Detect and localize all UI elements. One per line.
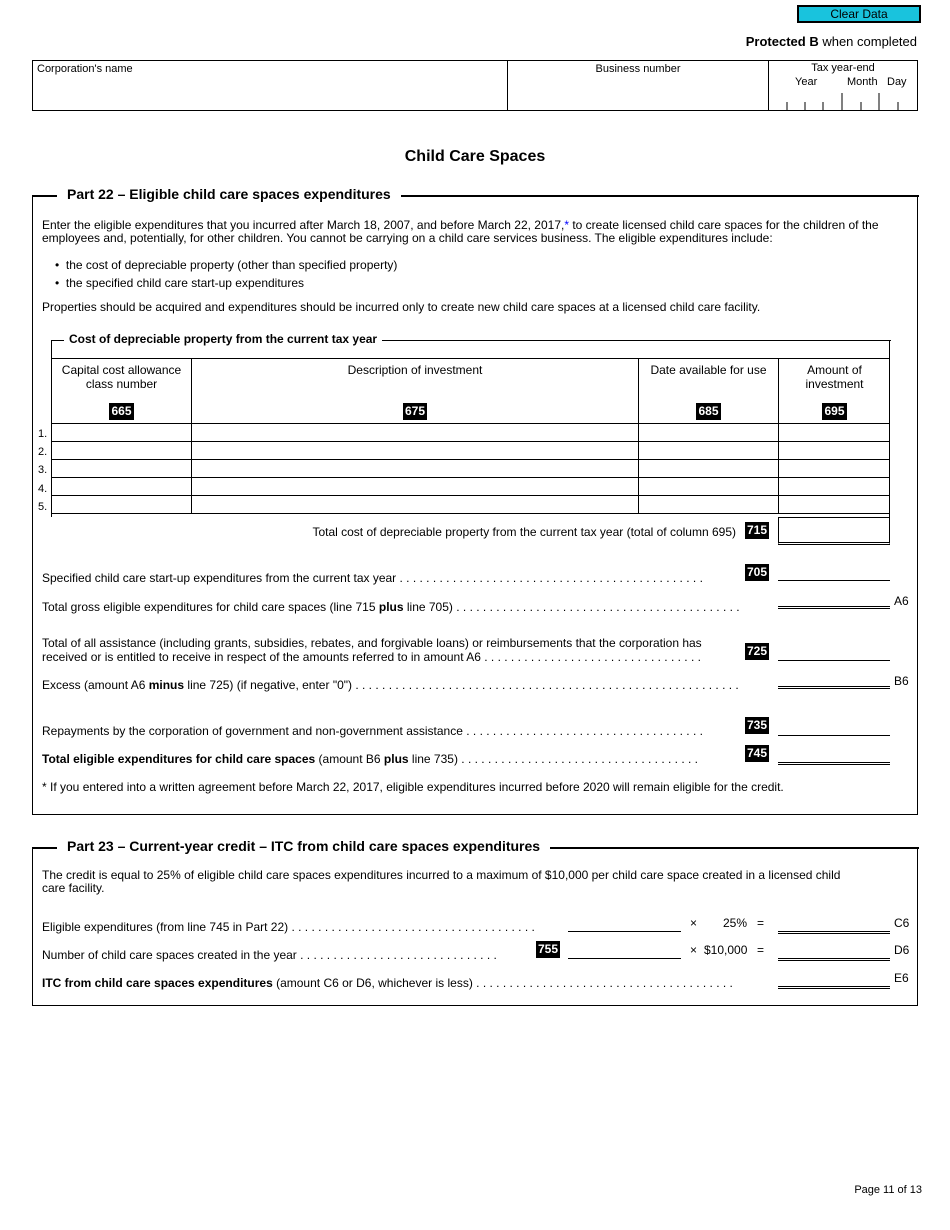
letter-d6: D6 <box>894 943 910 957</box>
part-23-heading: Part 23 – Current-year credit – ITC from child care spaces expenditures <box>57 838 550 854</box>
excess-label: Excess (amount A6 minus line 725) (if negative, enter "0") . . . . . . . . . . . . . . . . . . . . . . . . . . . . . . . . . . . . . . . . . . . . . . . . . . . . . . . . . . <box>42 678 739 692</box>
letter-b6: B6 <box>894 674 909 688</box>
excess-field[interactable] <box>778 686 890 689</box>
assistance-label-line1: Total of all assistance (including grants, subsidies, rebates, and forgivable loans) or reimbursements that the corporation has <box>42 636 702 650</box>
multiply-sign: × <box>690 916 698 930</box>
spaces-created-input[interactable] <box>568 958 681 959</box>
corporation-name-label: Corporation's name <box>37 63 133 75</box>
cca-class-cell[interactable] <box>52 424 192 442</box>
description-cell[interactable] <box>192 496 639 514</box>
column-header-cca-class: Capital cost allowance class number 665 <box>61 363 182 418</box>
total-cost-field[interactable] <box>778 517 890 545</box>
tax-year-end-field[interactable] <box>769 61 917 110</box>
gross-eligible-label: Total gross eligible expenditures for child care spaces (line 715 plus line 705) . . . . . . . . . . . . . . . . . . . . . . . . . . . . . . . . . . . . . . . . . . . <box>42 600 740 614</box>
day-label: Day <box>887 76 907 88</box>
table-row <box>52 496 890 514</box>
investment-table <box>51 423 890 514</box>
footnote: * If you entered into a written agreement before March 22, 2017, eligible expenditures incurred before 2020 will remain eligible for the credit. <box>42 780 784 794</box>
corporation-name-field[interactable] <box>33 61 508 110</box>
total-cost-label: Total cost of depreciable property from the current tax year (total of column 695) <box>312 525 736 539</box>
date-cell[interactable] <box>639 442 779 460</box>
identification-box <box>32 60 918 111</box>
date-cell[interactable] <box>639 478 779 496</box>
assistance-field[interactable] <box>778 660 890 661</box>
row-number: 4. <box>38 483 48 495</box>
amount-cell[interactable] <box>779 460 890 478</box>
part-23-section <box>32 838 918 1006</box>
part-22-section <box>32 186 918 815</box>
column-header-date: Date available for use 685 <box>650 363 767 418</box>
table-row <box>52 424 890 442</box>
code-745: 745 <box>747 746 768 760</box>
rate-10000: $10,000 <box>704 943 748 957</box>
equals-sign: = <box>757 943 765 957</box>
code-755: 755 <box>538 942 559 956</box>
eligible-expenditures-label: Eligible expenditures (from line 745 in Part 22) . . . . . . . . . . . . . . . . . . . . . . . . . . . . . . . . . . . . . <box>42 920 535 934</box>
spaces-created-label: Number of child care spaces created in the year . . . . . . . . . . . . . . . . . . . . . . . . . . . . . . <box>42 948 497 962</box>
page-number: Page 11 of 13 <box>854 1184 922 1196</box>
amount-e6-field[interactable] <box>778 986 890 989</box>
page-title: Child Care Spaces <box>404 148 546 165</box>
properties-note: Properties should be acquired and expenditures should be incurred only to create new child care spaces at a licensed child care facility. <box>42 300 761 314</box>
description-cell[interactable] <box>192 424 639 442</box>
row-number: 5. <box>38 501 48 513</box>
row-number: 2. <box>38 446 48 458</box>
amount-cell[interactable] <box>779 442 890 460</box>
cca-class-cell[interactable] <box>52 496 192 514</box>
amount-cell[interactable] <box>779 478 890 496</box>
code-735: 735 <box>747 718 768 732</box>
part-22-intro: Enter the eligible expenditures that you incurred after March 18, 2007, and before March 22, 2017,* to create licensed child care spaces for the children of the employees and, potentially, for other children. You cannot be carrying on a child care services business. The eligible expenditures include: <box>42 218 879 245</box>
startup-expenditures-label: Specified child care start-up expenditures from the current tax year . . . . . . . . . . . . . . . . . . . . . . . . . . . . . . . . . . . . . . . . . . . . . . <box>42 571 703 585</box>
date-cell[interactable] <box>639 424 779 442</box>
table-row <box>52 460 890 478</box>
clear-data-button[interactable]: Clear Data <box>797 5 921 23</box>
description-cell[interactable] <box>192 478 639 496</box>
multiply-sign: × <box>690 943 698 957</box>
date-cell[interactable] <box>639 496 779 514</box>
letter-c6: C6 <box>894 916 910 930</box>
bullet-item: • the specified child care start-up expenditures <box>55 276 305 290</box>
table-row <box>52 478 890 496</box>
equals-sign: = <box>757 916 765 930</box>
subsection-title: Cost of depreciable property from the current tax year <box>64 332 382 346</box>
column-header-amount: Amount of investment 695 <box>805 363 864 418</box>
description-cell[interactable] <box>192 460 639 478</box>
date-cell[interactable] <box>639 460 779 478</box>
part-22-heading: Part 22 – Eligible child care spaces expenditures <box>57 186 401 202</box>
total-eligible-field[interactable] <box>778 762 890 765</box>
table-row <box>52 442 890 460</box>
business-number-field[interactable] <box>508 61 769 110</box>
total-eligible-label: Total eligible expenditures for child care spaces (amount B6 plus line 735) . . . . . . . . . . . . . . . . . . . . . . . . . . . . . . . . . . . . <box>42 752 698 766</box>
amount-cell[interactable] <box>779 424 890 442</box>
amount-d6-field[interactable] <box>778 958 890 961</box>
year-label: Year <box>795 76 818 88</box>
column-header-description: Description of investment 675 <box>347 363 483 418</box>
cca-class-cell[interactable] <box>52 442 192 460</box>
bullet-item: • the cost of depreciable property (other than specified property) <box>55 258 398 272</box>
startup-expenditures-field[interactable] <box>778 580 890 581</box>
cca-class-cell[interactable] <box>52 460 192 478</box>
code-705: 705 <box>747 565 768 579</box>
row-number: 3. <box>38 464 48 476</box>
repayments-label: Repayments by the corporation of government and non-government assistance . . . . . . . . . . . . . . . . . . . . . . . . . . . . . . . . . . . . <box>42 724 703 738</box>
letter-a6: A6 <box>894 594 909 608</box>
tax-year-end-label: Tax year-end <box>811 62 875 74</box>
cca-class-cell[interactable] <box>52 478 192 496</box>
amount-c6-field[interactable] <box>778 931 890 934</box>
code-715: 715 <box>747 523 768 537</box>
part-23-intro: The credit is equal to 25% of eligible child care spaces expenditures incurred to a maximum of $10,000 per child care space created in a licensed child care facility. <box>42 868 841 895</box>
letter-e6: E6 <box>894 971 909 985</box>
eligible-expenditures-input[interactable] <box>568 931 681 932</box>
rate-25-percent: 25% <box>723 916 748 930</box>
date-tick-marks <box>769 91 917 111</box>
description-cell[interactable] <box>192 442 639 460</box>
business-number-label: Business number <box>595 63 681 75</box>
protected-b-notice: Protected B when completed <box>745 34 917 49</box>
gross-eligible-field[interactable] <box>778 606 890 609</box>
assistance-label-line2: received or is entitled to receive in respect of the amounts referred to in amount A6 . . . . . . . . . . . . . . . . . . . . . . . . . . . . . . . . . <box>42 650 701 664</box>
code-725: 725 <box>747 644 768 658</box>
repayments-field[interactable] <box>778 735 890 736</box>
amount-cell[interactable] <box>779 496 890 514</box>
itc-label: ITC from child care spaces expenditures (amount C6 or D6, whichever is less) . . . . . . . . . . . . . . . . . . . . . . . . . . . . . . . . . . . . . . . <box>42 976 733 990</box>
month-label: Month <box>847 76 878 88</box>
row-number: 1. <box>38 428 48 440</box>
